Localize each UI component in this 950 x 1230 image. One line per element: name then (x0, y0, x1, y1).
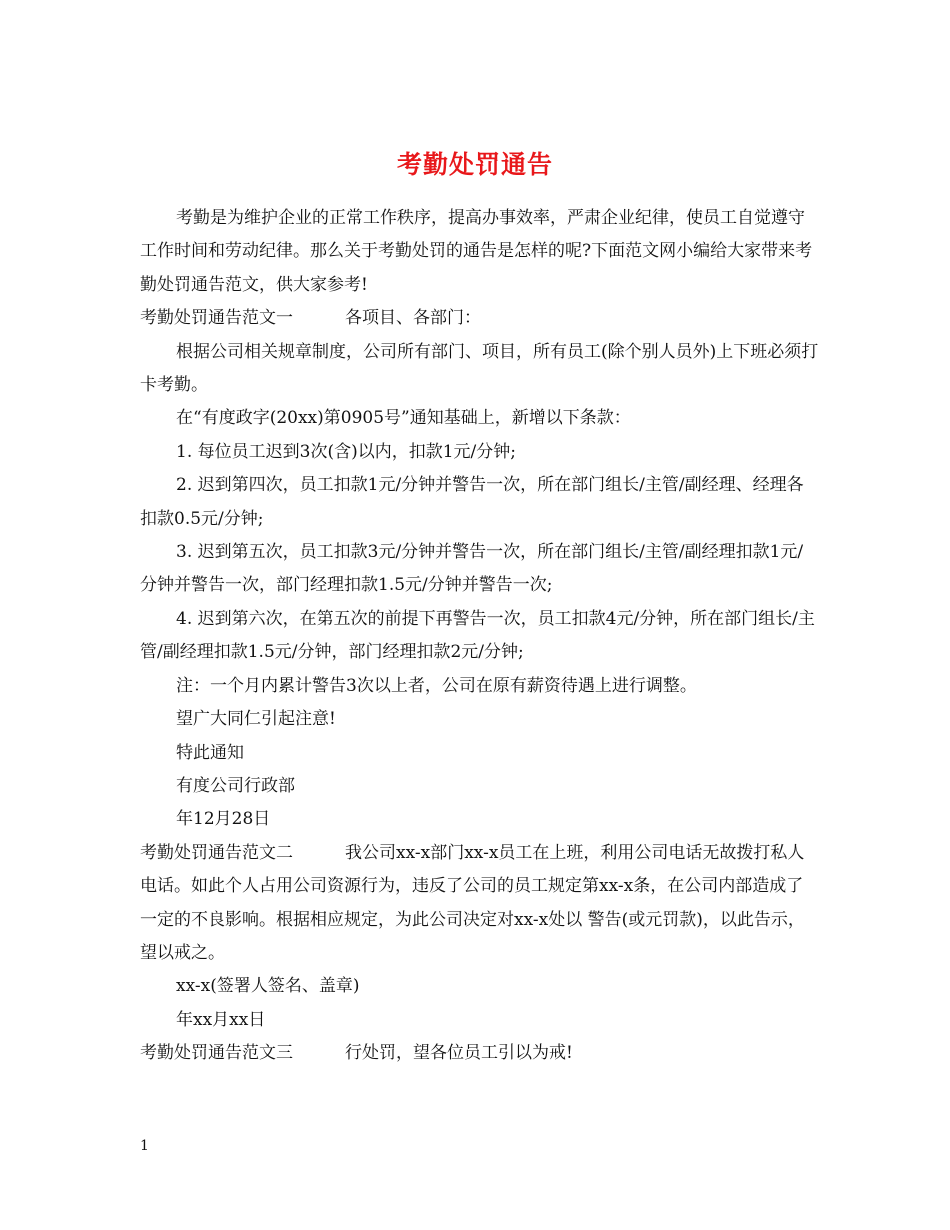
document-body (140, 202, 820, 1071)
sample3-heading-line (140, 1037, 820, 1070)
sample1-heading: 考勤处罚通告范文一 (140, 308, 293, 329)
sample1-sender: 有度公司行政部 (176, 775, 295, 796)
sample3-heading: 考勤处罚通告范文三 (140, 1043, 293, 1064)
intro-paragraph: 考勤是为维护企业的正常工作秩序，提高办事效率，严肃企业纪律，使员工自觉遵守工作时间和劳动纪律。那么关于考勤处罚的通告是怎样的呢?下面范文网小编给大家带来考勤处罚通告范文，供大家参考! (140, 208, 813, 295)
sample1-recipients: 各项目、各部门： (345, 308, 481, 329)
sample3-body: 行处罚，望各位员工引以为戒! (345, 1043, 573, 1064)
sample2-body: 我公司xx-x部门xx-x员工在上班，利用公司电话无故拨打私人电话。如此个人占用公司资源行为，违反了公司的员工规定第xx-x条，在公司内部造成了一定的不良影响。根据相应规定，为此公司决定对xx-x处以 警告(或元罚款)，以此告示，望以戒之。 (140, 842, 805, 963)
sample2-date: 年xx月xx日 (176, 1009, 266, 1030)
sample2-paragraph (140, 837, 820, 971)
sample1-closing-2: 特此通知 (176, 742, 244, 763)
sample1-heading-line (140, 302, 820, 335)
sample1-date: 年12月28日 (176, 809, 271, 830)
document-title: 考勤处罚通告 (396, 149, 553, 179)
sample2-heading: 考勤处罚通告范文二 (140, 842, 293, 863)
sample1-item-2: 2. 迟到第四次，员工扣款1元/分钟并警告一次，所在部门组长/主管/副经理、经理各扣款0.5元/分钟; (140, 475, 804, 529)
sample2-signature: xx-x(签署人签名、盖章) (176, 976, 360, 997)
sample1-item-1: 1. 每位员工迟到3次(含)以内，扣款1元/分钟; (176, 441, 516, 462)
sample1-note: 注：一个月内累计警告3次以上者，公司在原有薪资待遇上进行调整。 (176, 675, 697, 696)
page-number: 1 (140, 1138, 149, 1154)
sample1-item-4: 4. 迟到第六次，在第五次的前提下再警告一次，员工扣款4元/分钟，所在部门组长/主管/副经理扣款1.5元/分钟，部门经理扣款2元/分钟; (140, 608, 815, 663)
sample1-paragraph-1: 根据公司相关规章制度，公司所有部门、项目，所有员工(除个别人员外)上下班必须打卡考勤。 (140, 341, 819, 396)
sample1-item-3: 3. 迟到第五次，员工扣款3元/分钟并警告一次，所在部门组长/主管/副经理扣款1元/分钟并警告一次，部门经理扣款1.5元/分钟并警告一次; (140, 542, 804, 596)
sample1-closing-1: 望广大同仁引起注意! (176, 709, 336, 730)
sample1-paragraph-2: 在“有度政字(20xx)第0905号”通知基础上，新增以下条款： (176, 408, 631, 429)
